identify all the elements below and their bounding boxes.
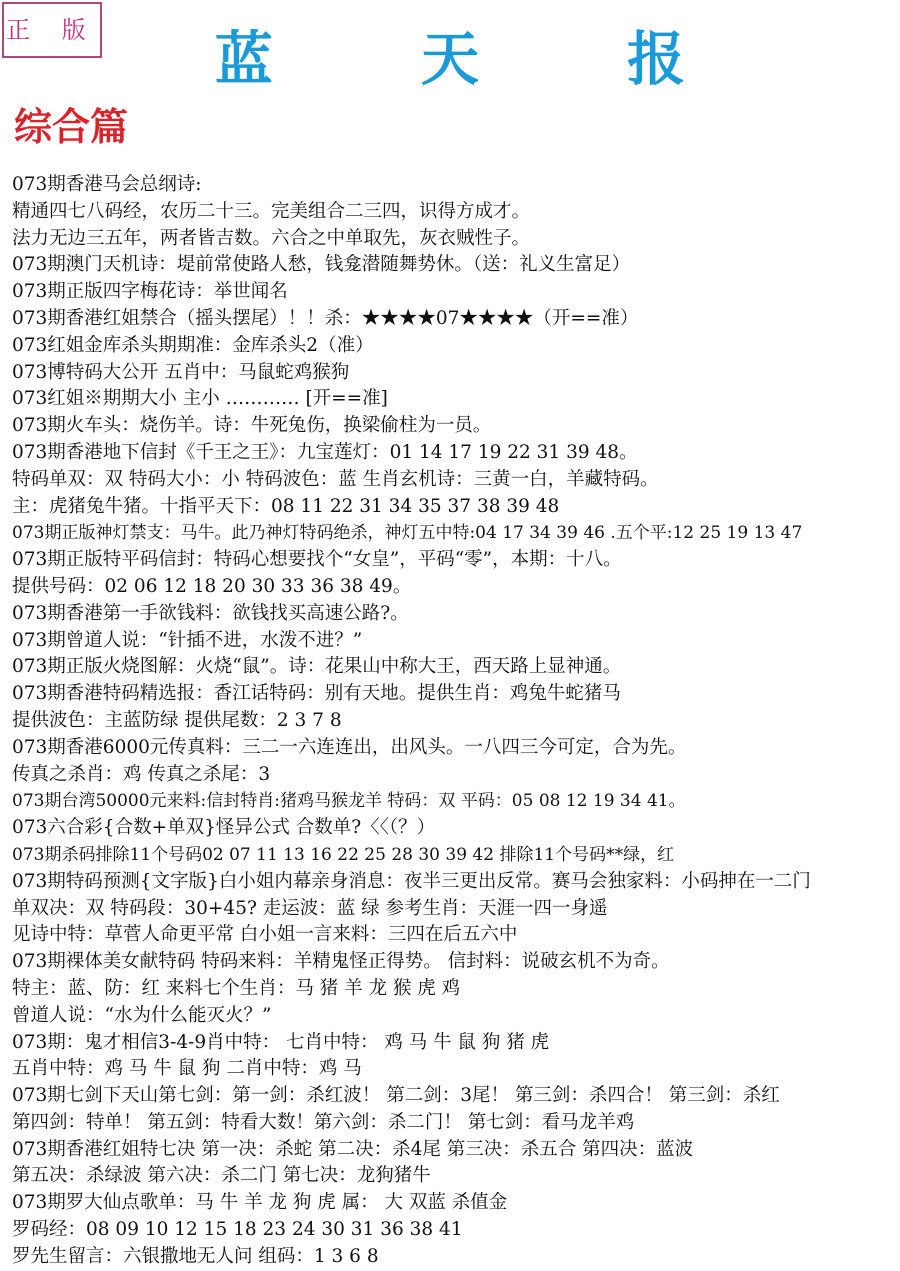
content-line: 073期香港地下信封《千王之王》：九宝莲灯：01 14 17 19 22 31 39 48。 — [12, 441, 638, 463]
content-line: 073博特码大公开 五肖中：马鼠蛇鸡猴狗 — [12, 361, 350, 383]
content-line: 073期七剑下天山第七剑：第一剑：杀红波！ 第二剑：3尾！ 第三剑：杀四合！ 第三剑：杀红 — [12, 1085, 780, 1107]
content-line: 073期香港第一手欲钱料：欲钱找买高速公路?。 — [12, 602, 409, 624]
content-line: 曾道人说：“水为什么能灭火？” — [12, 1004, 272, 1026]
content-line: 073期香港马会总纲诗: — [12, 174, 202, 195]
content-line: 073期正版神灯禁支：马牛。此乃神灯特码绝杀，神灯五中特:04 17 34 39 46 .五个平:12 25 19 13 47 — [12, 523, 803, 544]
newspaper-title: 蓝 天 报 — [214, 25, 750, 93]
content-line: 073期台湾50000元来料:信封特肖:猪鸡马猴龙羊 特码：双 平码：05 08 12 19 34 41。 — [12, 791, 686, 812]
content-line: 073期正版四字梅花诗：举世闻名 — [12, 281, 288, 303]
content-line: 特主：蓝、防：红 来料七个生肖：马 猪 羊 龙 猴 虎 鸡 — [12, 977, 461, 999]
content-line: 073期正版特平码信封：特码心想要找个“女皇”，平码“零”，本期：十八。 — [12, 549, 622, 571]
content-line: 073期曾道人说：“针插不进，水泼不进？” — [12, 629, 363, 651]
content-line: 073期香港红姐禁合（摇头摆尾）！！杀：★★★★07★★★★（开==准） — [12, 307, 639, 329]
content-line: 见诗中特：草菅人命更平常 白小姐一言来料：三四在后五六中 — [12, 924, 518, 946]
content-line: 073期火车头：烧伤羊。诗：牛死兔伤，换梁偷柱为一员。 — [12, 415, 492, 437]
content-line: 五肖中特：鸡 马 牛 鼠 狗 二肖中特：鸡 马 — [12, 1058, 362, 1080]
content-line: 罗先生留言：六银撒地无人问 组码：1 3 6 8 — [12, 1245, 379, 1267]
content-line: 提供波色：主蓝防绿 提供尾数：2 3 7 8 — [12, 709, 342, 731]
content-line: 073期裸体美女献特码 特码来料：羊精鬼怪正得势。 信封料：说破玄机不为奇。 — [12, 951, 670, 973]
content-line: 第四剑：特单！ 第五剑：特看大数！第六剑：杀二门！ 第七剑：看马龙羊鸡 — [12, 1111, 635, 1133]
content-line: 特码单双：双 特码大小：小 特码波色：蓝 生肖玄机诗：三黄一白，羊藏特码。 — [12, 468, 659, 490]
content-line: 073期香港6000元传真料：三二一六连连出，出风头。一八四三今可定，合为先。 — [12, 736, 687, 758]
content-line: 073期正版火烧图解：火烧“鼠”。诗：花果山中称大王，西天路上显神通。 — [12, 656, 622, 678]
content-line: 073期：鬼才相信3-4-9肖中特： 七肖中特： 鸡 马 牛 鼠 狗 猪 虎 — [12, 1031, 550, 1053]
content-line: 073六合彩{合数+单双}怪异公式 合数单?〈〈（？） — [12, 817, 436, 839]
content-line: 073红姐金库杀头期期准：金库杀头2（准） — [12, 334, 374, 356]
content-line: 罗码经：08 09 10 12 15 18 23 24 30 31 36 38 41 — [12, 1219, 463, 1241]
content-line: 主：虎猪兔牛猪。十指平天下：08 11 22 31 34 35 37 38 39 48 — [12, 495, 560, 517]
content-line: 第五决：杀绿波 第六决：杀二门 第七决：龙狗猪牛 — [12, 1165, 431, 1187]
content-line: 073期特码预测{文字版}白小姐内幕亲身消息：夜半三更出反常。赛马会独家料：小码抻在一二门 — [12, 870, 811, 892]
content-lines — [12, 172, 898, 1271]
content-line: 法力无边三五年，两者皆吉数。六合之中单取先，灰衣贼性子。 — [12, 227, 531, 249]
content-line: 073期澳门天机诗：堤前常使路人愁，钱龛潜随舞势休。（送：礼义生富足） — [12, 254, 631, 276]
content-line: 单双决：双 特码段：30+45? 走运波：蓝 绿 参考生肖：天涯一四一身遥 — [12, 897, 608, 919]
content-line: 073期杀码排除11个号码02 07 11 13 16 22 25 28 30 39 42 排除11个号码**绿，红 — [12, 844, 675, 865]
content-line: 提供号码：02 06 12 18 20 30 33 36 38 49。 — [12, 575, 412, 597]
content-line: 073期香港红姐特七决 第一决：杀蛇 第二决：杀4尾 第三决：杀五合 第四决：蓝波 — [12, 1138, 694, 1160]
content-line: 073红姐※期期大小 主小 ………… [开==准] — [12, 388, 388, 410]
content-line: 073期香港特码精选报：香江话特码：别有天地。提供生肖：鸡兔牛蛇猪马 — [12, 683, 621, 705]
content-line: 073期罗大仙点歌单：马 牛 羊 龙 狗 虎 属： 大 双蓝 杀值金 — [12, 1192, 508, 1214]
content-line: 传真之杀肖：鸡 传真之杀尾：3 — [12, 763, 271, 785]
content-line: 精通四七八码经，农历二十三。完美组合二三四，识得方成才。 — [12, 200, 531, 222]
authentic-badge: 正 版 — [2, 2, 102, 58]
section-heading: 综合篇 — [14, 105, 129, 149]
